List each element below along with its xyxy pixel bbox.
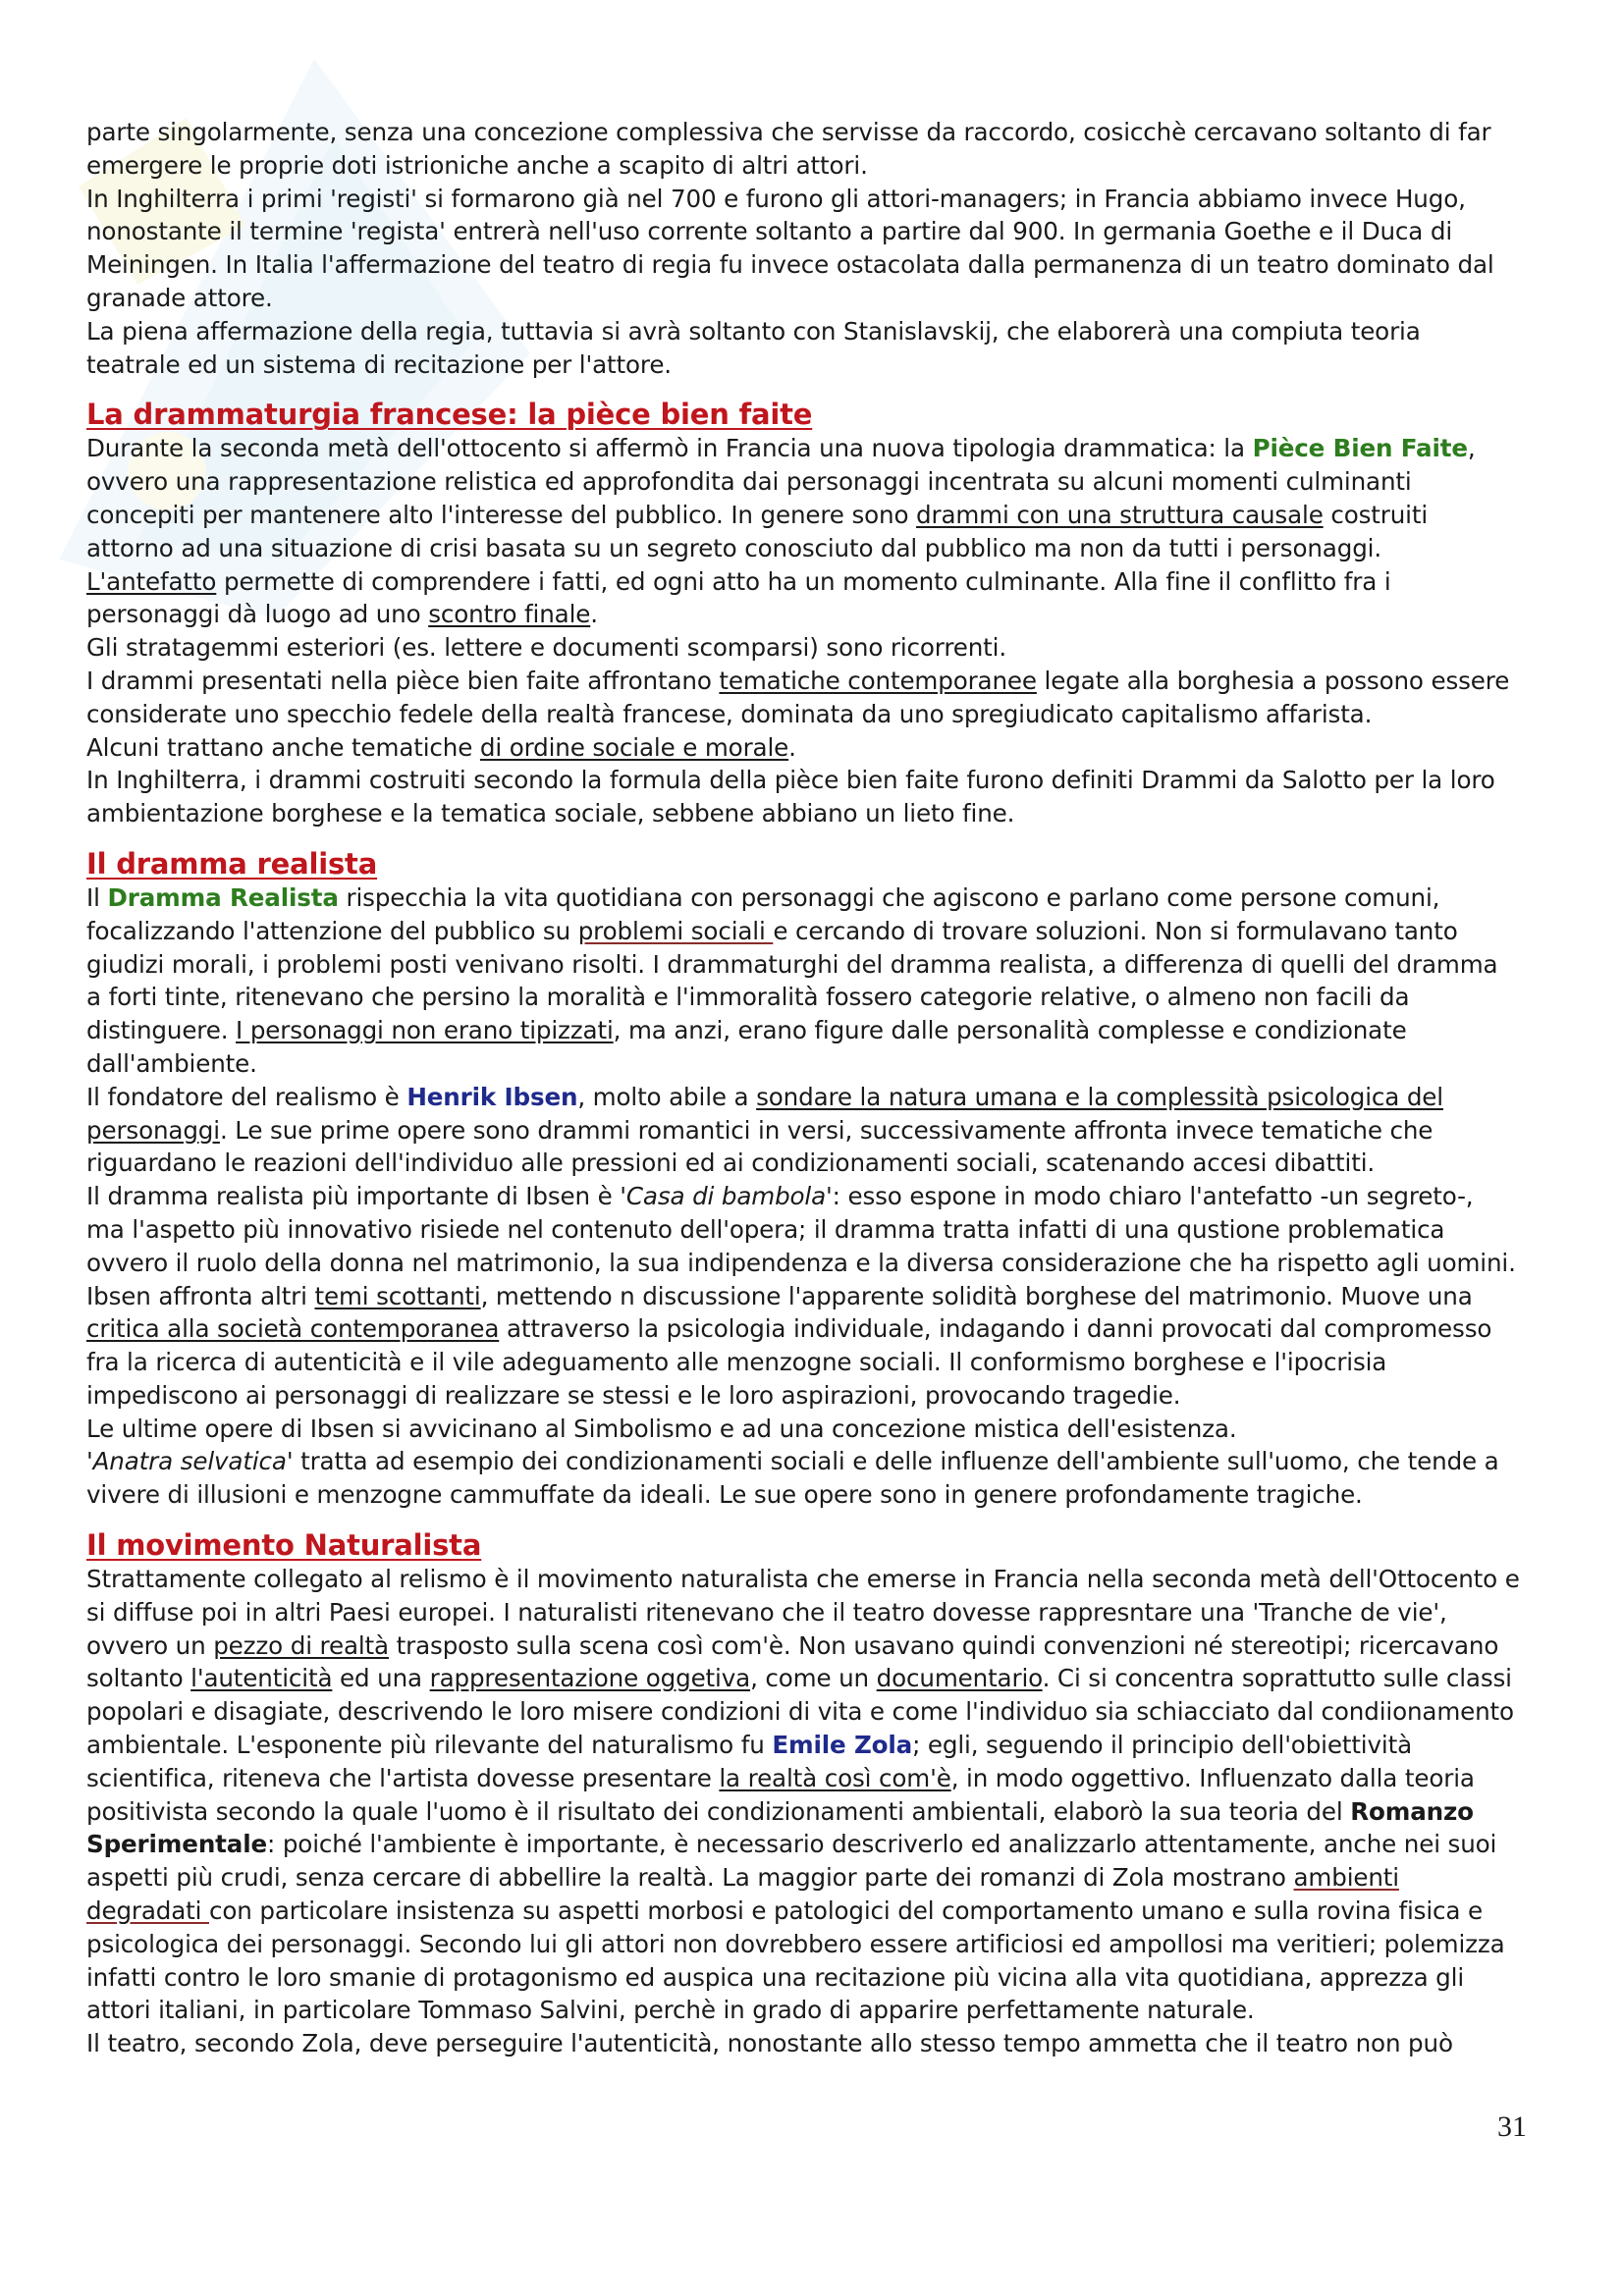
text-line: ovvero una rappresentazione relistica ed approfondita dai personaggi incentrata su alcuni momenti culminanti xyxy=(86,467,1412,497)
text-line: ovvero un pezzo di realtà trasposto sulla scena così com'è. Non usavano quindi convenzioni né stereotipi; ricercavano xyxy=(86,1630,1499,1660)
text-line: La piena affermazione della regia, tuttavia si avrà soltanto con Stanislavskij, che elaborerà una compiuta teoria xyxy=(86,316,1421,346)
text-line: giudizi morali, i problemi posti venivano risolti. I drammaturghi del dramma realista, a differenza di quelli del dramma xyxy=(86,949,1498,979)
text-line: nonostante il termine 'regista' entrerà nell'uso corrente soltanto a partire dal 900. In germania Goethe e il Duca di xyxy=(86,217,1453,246)
text-line: personaggi. Le sue prime opere sono drammi romantici in versi, successivamente affronta invece tematiche che xyxy=(86,1115,1434,1145)
text-line: Il teatro, secondo Zola, deve perseguire l'autenticità, nonostante allo stesso tempo ammetta che il teatro non può xyxy=(86,2029,1453,2058)
section-piece-bien-faite xyxy=(86,432,1540,830)
text-line: ovvero il ruolo della donna nel matrimonio, la sua indipendenza e la diversa considerazione che ha rispetto agli uomini. xyxy=(86,1248,1516,1277)
text-line: granade attore. xyxy=(86,283,273,312)
section-dramma-realista xyxy=(86,881,1540,1512)
term-piece-bien-faite: Pièce Bien Faite xyxy=(1252,434,1468,463)
text-line: soltanto l'autenticità ed una rappresentazione oggetiva, come un documentario. Ci si concentra soprattutto sulle classi xyxy=(86,1664,1512,1693)
page-number: 31 xyxy=(1497,2110,1527,2143)
text-line: ma l'aspetto più innovativo risiede nel contenuto dell'opera; il dramma tratta infatti di una qustione problematica xyxy=(86,1214,1445,1244)
heading-piece-bien-faite: La drammaturgia francese: la pièce bien faite xyxy=(86,398,813,432)
text-line: considerate uno specchio fedele della realtà francese, dominata da uno spregiudicato capitalismo affarista. xyxy=(86,699,1373,728)
text-line: In Inghilterra i primi 'registi' si formarono già nel 700 e furono gli attori-managers; in Francia abbiamo invece Hugo, xyxy=(86,184,1466,213)
text-line: Gli stratagemmi esteriori (es. lettere e documenti scomparsi) sono ricorrenti. xyxy=(86,633,1007,663)
text-line: Strattamente collegato al relismo è il movimento naturalista che emerse in Francia nella seconda metà dell'Ottocento e xyxy=(86,1565,1520,1594)
text-line: personaggi dà luogo ad uno scontro finale. xyxy=(86,600,598,629)
text-line: ambientale. L'esponente più rilevante del naturalismo fu Emile Zola; egli, seguendo il principio dell'obiettività xyxy=(86,1731,1412,1760)
text-line: ambientazione borghese e la tematica sociale, sebbene abbiano un lieto fine. xyxy=(86,799,1015,828)
name-henrik-ibsen: Henrik Ibsen xyxy=(406,1082,578,1111)
text-line: Alcuni trattano anche tematiche di ordine sociale e morale. xyxy=(86,732,796,762)
text-line: dall'ambiente. xyxy=(86,1048,257,1078)
heading-dramma-realista: Il dramma realista xyxy=(86,846,378,881)
text-line: Meiningen. In Italia l'affermazione del teatro di regia fu invece ostacolata dalla permanenza di un teatro dominato dal xyxy=(86,250,1494,280)
text-line: degradati con particolare insistenza su aspetti morbosi e patologici del comportamento umano e sulla rovina fisica e xyxy=(86,1896,1483,1926)
text-line: Il dramma realista più importante di Ibsen è 'Casa di bambola': esso espone in modo chiaro l'antefatto -un segreto-, xyxy=(86,1182,1474,1211)
text-line: Sperimentale: poiché l'ambiente è importante, è necessario descriverlo ed analizzarlo attentamente, anche nei suoi xyxy=(86,1830,1497,1859)
text-line: I drammi presentati nella pièce bien faite affrontano tematiche contemporanee legate alla borghesia a possono essere xyxy=(86,666,1510,695)
text-line: vivere di illusioni e menzogne cammuffate da ideali. Le sue opere sono in genere profondamente tragiche. xyxy=(86,1480,1363,1510)
text-line: 'Anatra selvatica' tratta ad esempio dei condizionamenti sociali e delle influenze dell'ambiente sull'uomo, che tende a xyxy=(86,1447,1499,1476)
text-line: aspetti più crudi, senza cercare di abbellire la realtà. La maggior parte dei romanzi di Zola mostrano ambienti xyxy=(86,1863,1399,1893)
text-line: a forti tinte, ritenevano che persino la moralità e l'immoralità fossero categorie relative, o almeno non facili da xyxy=(86,983,1410,1012)
text-line: positivista secondo la quale l'uomo è il risultato dei condizionamenti ambientali, elaborò la sua teoria del Romanzo xyxy=(86,1796,1474,1826)
text-line: Il Dramma Realista rispecchia la vita quotidiana con personaggi che agiscono e parlano come persone comuni, xyxy=(86,882,1440,912)
text-line: attorno ad una situazione di crisi basata su un segreto conosciuto dal pubblico ma non da tutti i personaggi. xyxy=(86,533,1382,562)
term-dramma-realista: Dramma Realista xyxy=(107,882,339,912)
text-line: impediscono ai personaggi di realizzare se stessi e le loro aspirazioni, provocando tragedie. xyxy=(86,1380,1181,1410)
text-line: Durante la seconda metà dell'ottocento si affermò in Francia una nuova tipologia drammatica: la Pièce Bien Faite, xyxy=(86,434,1476,463)
heading-movimento-naturalista: Il movimento Naturalista xyxy=(86,1528,482,1563)
text-line: riguardano le reazioni dell'individuo alle pressioni ed ai condizionamenti sociali, scatenando accesi dibattiti. xyxy=(86,1148,1376,1178)
intro-paragraph xyxy=(86,116,1540,381)
text-line: concepiti per mantenere alto l'interesse del pubblico. In genere sono drammi con una struttura causale costruiti xyxy=(86,500,1429,529)
text-line: psicologica dei personaggi. Secondo lui gli attori non dovrebbero essere artificiosi ed ampollosi ma veritieri; polemizza xyxy=(86,1929,1505,1958)
text-line: fra la ricerca di autenticità e il vile adeguamento alle menzogne sociali. Il conformismo borghese e l'ipocrisia xyxy=(86,1348,1387,1377)
name-emile-zola: Emile Zola xyxy=(772,1731,913,1760)
section-movimento-naturalista xyxy=(86,1563,1540,2060)
text-line: Il fondatore del realismo è Henrik Ibsen, molto abile a sondare la natura umana e la complessità psicologica del xyxy=(86,1082,1443,1111)
text-line: popolari e disagiate, descrivendo le loro misere condizioni di vita e come l'individuo sia schiacciato dal condiionamento xyxy=(86,1697,1514,1727)
text-line: Ibsen affronta altri temi scottanti, mettendo n discussione l'apparente solidità borghese del matrimonio. Muove una xyxy=(86,1281,1473,1310)
text-line: parte singolarmente, senza una concezione complessiva che servisse da raccordo, cosicchè cercavano soltanto di far xyxy=(86,118,1491,146)
text-line: In Inghilterra, i drammi costruiti secondo la formula della pièce bien faite furono definiti Drammi da Salotto per la loro xyxy=(86,766,1495,795)
text-line: si diffuse poi in altri Paesi europei. I naturalisti ritenevano che il teatro dovesse rappresntare una 'Tranche de vie', xyxy=(86,1597,1447,1627)
text-line: L'antefatto permette di comprendere i fatti, ed ogni atto ha un momento culminante. Alla fine il conflitto fra i xyxy=(86,566,1391,596)
text-line: attori italiani, in particolare Tommaso Salvini, perchè in grado di apparire perfettamente naturale. xyxy=(86,1996,1255,2025)
document-page xyxy=(86,116,1540,2060)
text-line: Le ultime opere di Ibsen si avvicinano al Simbolismo e ad una concezione mistica dell'esistenza. xyxy=(86,1414,1237,1443)
text-line: infatti contro le loro smanie di protagonismo ed auspica una recitazione più vicina alla vita quotidiana, apprezza gli xyxy=(86,1962,1465,1992)
text-line: scientifica, riteneva che l'artista dovesse presentare la realtà così com'è, in modo oggettivo. Influenzato dalla teoria xyxy=(86,1763,1475,1792)
text-line: critica alla società contemporanea attraverso la psicologia individuale, indagando i danni provocati dal compromesso xyxy=(86,1314,1492,1344)
text-line: focalizzando l'attenzione del pubblico su problemi sociali e cercando di trovare soluzioni. Non si formulavano tanto xyxy=(86,916,1458,945)
text-line: teatrale ed un sistema di recitazione per l'attore. xyxy=(86,349,672,379)
text-line: distinguere. I personaggi non erano tipizzati, ma anzi, erano figure dalle personalità complesse e condizionate xyxy=(86,1016,1407,1045)
text-line: emergere le proprie doti istrioniche anche a scapito di altri attori. xyxy=(86,150,868,180)
